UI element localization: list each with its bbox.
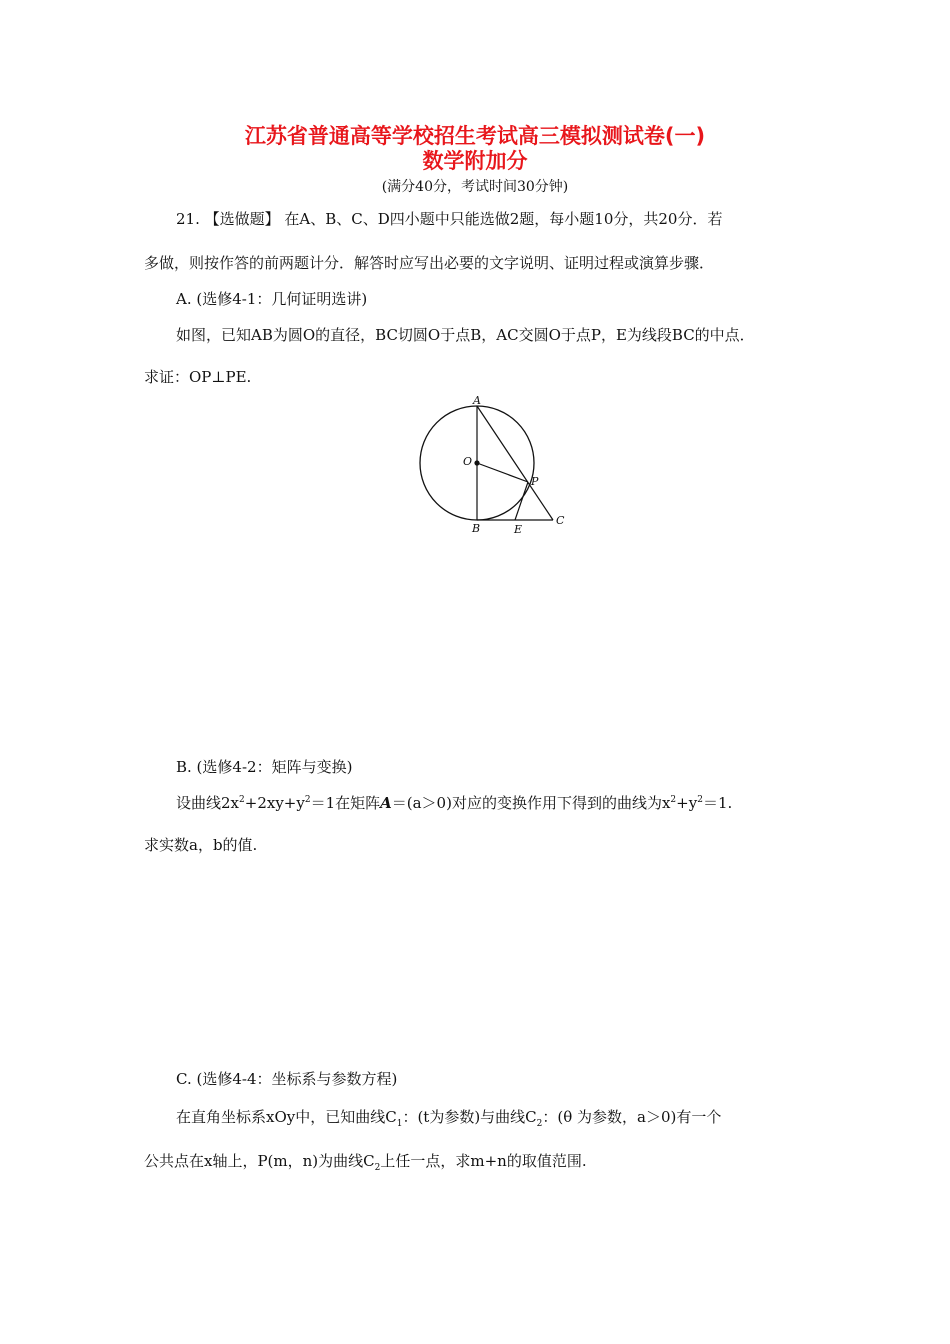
label-b: B <box>472 522 481 535</box>
partB-heading: B. (选修4-2：矩阵与变换) <box>176 758 353 776</box>
segment-pe <box>515 482 528 520</box>
label-o: O <box>463 455 473 468</box>
label-p: P <box>531 475 539 488</box>
label-a: A <box>473 394 481 407</box>
segment-op <box>477 463 528 482</box>
partC-line2: 公共点在x轴上，P(m，n)为曲线$C_2$上任一点，求m+n的取值范围. <box>144 1152 587 1173</box>
partC-heading: C. (选修4-4：坐标系与参数方程) <box>176 1070 398 1088</box>
partB-line2: 求实数a，b的值. <box>144 836 258 854</box>
geometry-figure <box>410 392 570 537</box>
label-c: C <box>556 514 565 527</box>
exam-subject-title: 数学附加分 <box>422 149 528 173</box>
q21-intro-line1: 21. 【选做题】 在A、B、C、D四小题中只能选做2题，每小题10分，共20分．若 <box>176 210 723 228</box>
partC-line1: 在直角坐标系xOy中，已知曲线$C_1$：(t为参数)与曲线$C_2$：(θ 为参数，a＞0)有一个 <box>176 1108 722 1129</box>
partB-line1: 设曲线$2x^2+2xy+y^2=1$在矩阵A＝(a＞0)对应的变换作用下得到的曲线为$x^2+y^2=1$. <box>176 794 733 812</box>
exam-subtitle: (满分40分，考试时间30分钟) <box>381 179 569 195</box>
q21-intro-line2: 多做，则按作答的前两题计分．解答时应写出必要的文字说明、证明过程或演算步骤． <box>144 254 715 272</box>
partA-line1: 如图，已知AB为圆O的直径，BC切圆O于点B，AC交圆O于点P，E为线段BC的中点． <box>176 326 755 344</box>
label-e: E <box>514 523 523 536</box>
partA-heading: A. (选修4-1：几何证明选讲) <box>176 290 368 308</box>
partA-line2: 求证：OP⊥PE. <box>144 368 252 386</box>
exam-title: 江苏省普通高等学校招生考试高三模拟测试卷(一) <box>244 124 706 148</box>
segment-ac <box>477 406 553 520</box>
center-point <box>474 460 479 465</box>
